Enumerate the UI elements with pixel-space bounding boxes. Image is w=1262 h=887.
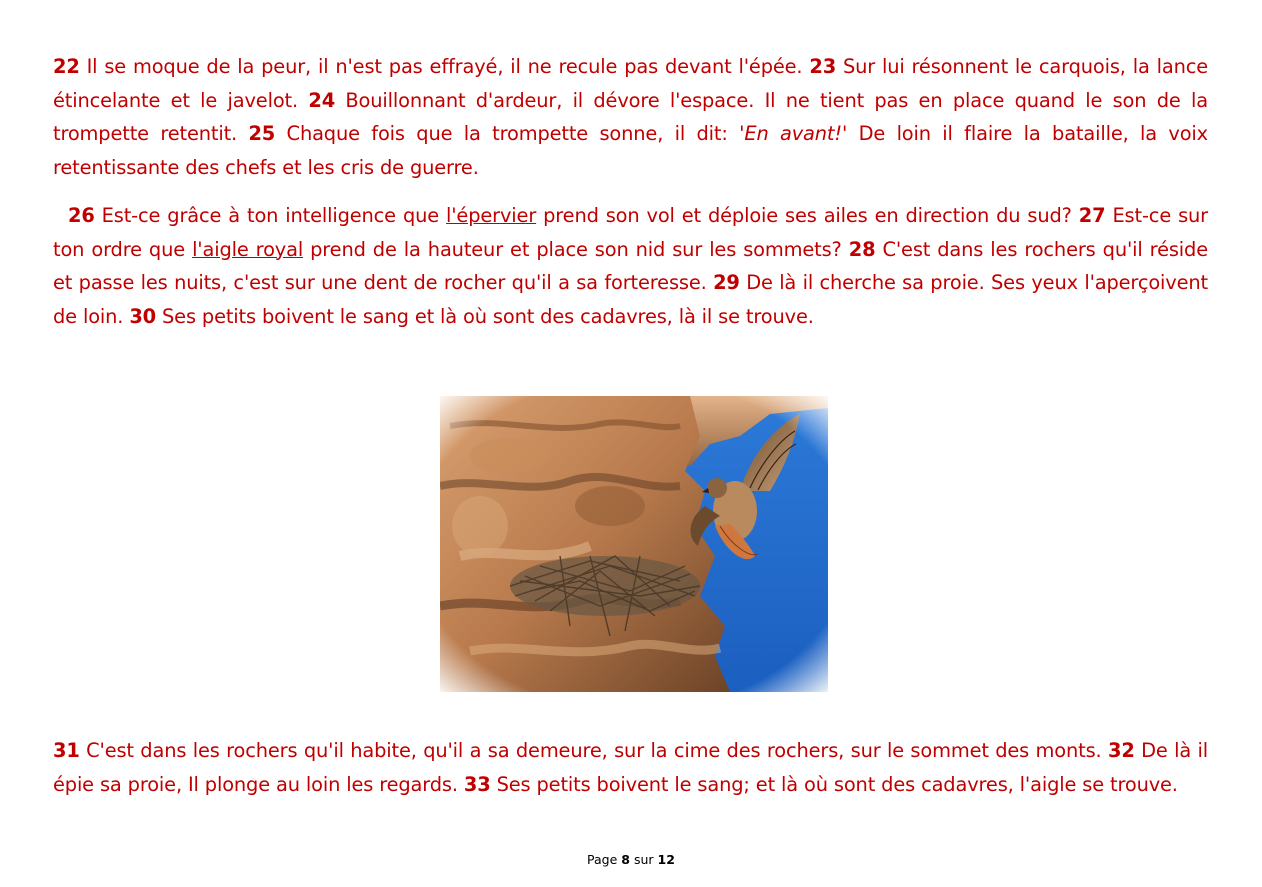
- page-footer: [0, 852, 1262, 867]
- verse-text: Chaque fois que la trompette sonne, il dit:: [275, 122, 740, 145]
- verse-text: Sur lui résonnent le carquois, la lance étincelante et le javelot.: [53, 55, 1209, 112]
- underlined-term: l'aigle royal: [192, 237, 304, 261]
- footer-prefix: Page: [587, 852, 622, 867]
- verse-number: 22: [53, 55, 80, 78]
- verse-number: 26: [68, 204, 95, 227]
- verse-number: 28: [848, 237, 876, 261]
- footer-middle: sur: [630, 852, 658, 867]
- verse-text: Ses petits boivent le sang; et là où sont des cadavres, l'aigle se trouve.: [490, 772, 1178, 796]
- underlined-term: l'épervier: [446, 204, 537, 227]
- verse-text: prend de la hauteur et place son nid sur les sommets?: [303, 237, 849, 261]
- eagle-nest-photo: [440, 396, 828, 692]
- quoted-speech: 'En avant!': [739, 122, 848, 145]
- verse-text: De là il cherche sa proie. Ses yeux l'aperçoivent de loin.: [53, 271, 1208, 328]
- verse-text: Ses petits boivent le sang et là où sont des cadavres, là il se trouve.: [156, 304, 814, 328]
- verse-number: 33: [463, 772, 491, 796]
- verse-text: Il se moque de la peur, il n'est pas effrayé, il ne recule pas devant l'épée.: [79, 55, 810, 78]
- verse-text: prend son vol et déploie ses ailes en direction du sud?: [536, 204, 1079, 227]
- verse-number: 29: [713, 271, 740, 294]
- verse-text: C'est dans les rochers qu'il habite, qu'il a sa demeure, sur la cime des rochers, sur le sommet des monts.: [79, 739, 1109, 762]
- total-pages-number: 12: [657, 852, 675, 867]
- verse-number: 23: [809, 55, 837, 78]
- verse-number: 31: [53, 739, 80, 762]
- verse-paragraph-26-30: [53, 199, 1208, 333]
- verse-number: 25: [248, 122, 276, 145]
- verse-number: 27: [1078, 204, 1106, 227]
- verse-paragraph-22-25: [53, 50, 1208, 184]
- verse-number: 30: [129, 304, 156, 328]
- verse-text: Est-ce grâce à ton intelligence que: [94, 204, 447, 227]
- verse-text: Bouillonnant d'ardeur, il dévore l'espace. Il ne tient pas en place quand le son de la trompette retentit.: [53, 88, 1208, 145]
- verse-text: De loin il flaire la bataille, la voix retentissante des chefs et les cris de guerre.: [53, 122, 1208, 179]
- verse-text: Est-ce sur ton ordre que: [53, 204, 1208, 261]
- verse-paragraph-31-33: [53, 734, 1208, 801]
- verse-text: De là il épie sa proie, Il plonge au loin les regards.: [53, 739, 1209, 796]
- current-page-number: 8: [621, 852, 630, 867]
- verse-number: 24: [308, 88, 336, 112]
- verse-number: 32: [1108, 739, 1135, 762]
- verse-text: C'est dans les rochers qu'il réside et passe les nuits, c'est sur une dent de rocher qu'il a sa forteresse.: [53, 237, 1208, 294]
